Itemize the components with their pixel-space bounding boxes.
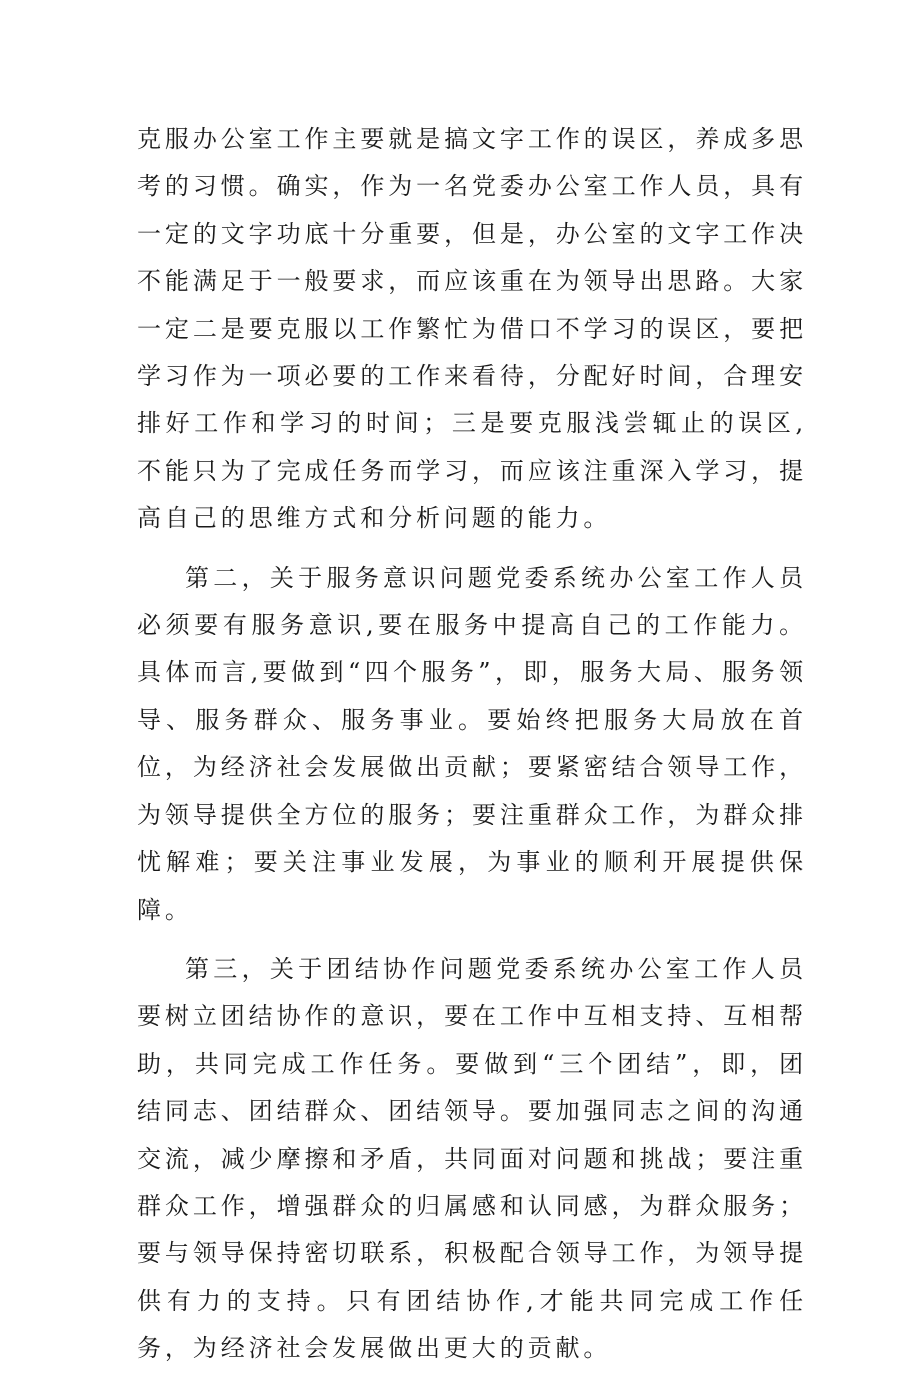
paragraph-3: 第三，关于团结协作问题党委系统办公室工作人员要树立团结协作的意识，要在工作中互相支持、互相帮助，共同完成工作任务。要做到“三个团结”，即，团结同志、团结群众、团结领导。要加强同志之间的沟通交流，减少摩擦和矛盾，共同面对问题和挑战；要注重群众工作，增强群众的归属感和认同感，为群众服务；要与领导保持密切联系，积极配合领导工作，为领导提供有力的支持。只有团结协作,才能共同完成工作任务，为经济社会发展做出更大的贡献。	[137, 954, 807, 1363]
paragraph-1: 克服办公室工作主要就是搞文字工作的误区，养成多思考的习惯。确实，作为一名党委办公室工作人员，具有一定的文字功底十分重要，但是，办公室的文字工作决不能满足于一般要求，而应该重在为领导出思路。大家一定二是要克服以工作繁忙为借口不学习的误区，要把学习作为一项必要的工作来看待，分配好时间，合理安排好工作和学习的时间；三是要克服浅尝辄止的误区,不能只为了完成任务而学习，而应该注重深入学习，提高自己的思维方式和分析问题的能力。	[137, 125, 807, 533]
document-body	[137, 116, 807, 1385]
paragraph-2: 第二，关于服务意识问题党委系统办公室工作人员必须要有服务意识,要在服务中提高自己的工作能力。具体而言,要做到“四个服务”，即，服务大局、服务领导、服务群众、服务事业。要始终把服务大局放在首位，为经济社会发展做出贡献；要紧密结合领导工作，为领导提供全方位的服务；要注重群众工作，为群众排忧解难；要关注事业发展，为事业的顺利开展提供保障。	[137, 563, 807, 924]
